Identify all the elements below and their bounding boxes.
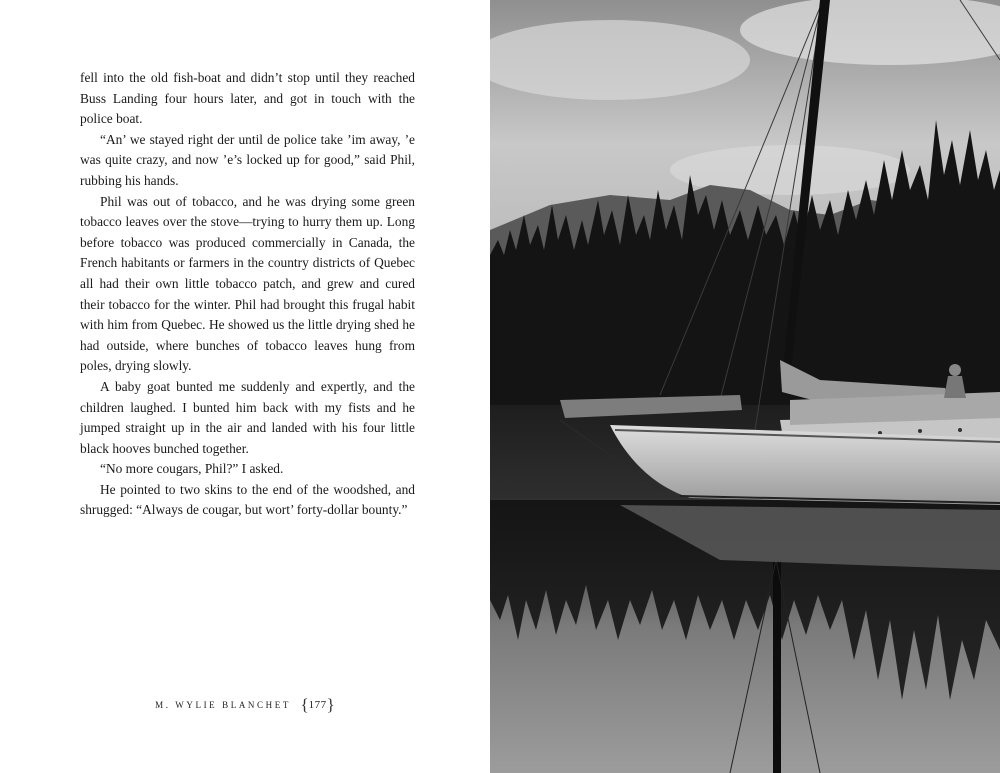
brace-close: } xyxy=(326,695,335,714)
paragraph: He pointed to two skins to the end of the woodshed, and shrugged: “Always de cougar, but wort’ forty-dollar bounty.” xyxy=(80,481,415,518)
paragraph: fell into the old fish-boat and didn’t stop until they reached Buss Landing four hours later, and got in touch with the police boat. xyxy=(80,70,415,127)
sailboat-photo xyxy=(490,0,1000,773)
brace-open: { xyxy=(300,695,309,714)
page-number: 177 xyxy=(308,699,327,711)
porthole xyxy=(958,428,962,432)
paragraph: A baby goat bunted me suddenly and expertly, and the children laughed. I bunted him back with my fists and he jumped straight up in the air and landed with his four little black hooves bunched together. xyxy=(80,378,415,456)
photo-illustration xyxy=(490,0,1000,773)
mast-reflection xyxy=(773,560,781,773)
porthole xyxy=(918,429,922,433)
text-page xyxy=(0,0,490,773)
person-figure xyxy=(949,364,961,376)
page-footer xyxy=(0,695,490,715)
paragraph: “An’ we stayed right der until de police take ’im away, ’e was quite crazy, and now ’e’s locked up for good,” said Phil, rubbing his hands. xyxy=(80,131,415,188)
body-text xyxy=(80,68,415,521)
paragraph: “No more cougars, Phil?” I asked. xyxy=(100,461,284,477)
paragraph: Phil was out of tobacco, and he was drying some green tobacco leaves over the stove—trying to hurry them up. Long before tobacco was produced commercially in Canada, the French habitants or farmers in the country districts of Quebec all had their own little tobacco patch, and grew and cured their tobacco for the winter. Phil had brought this frugal habit with him from Quebec. He showed us the little drying shed he had outside, where bunches of tobacco leaves hung from poles, drying slowly. xyxy=(80,193,415,374)
running-footer-author: M. WYLIE BLANCHET xyxy=(155,700,291,710)
